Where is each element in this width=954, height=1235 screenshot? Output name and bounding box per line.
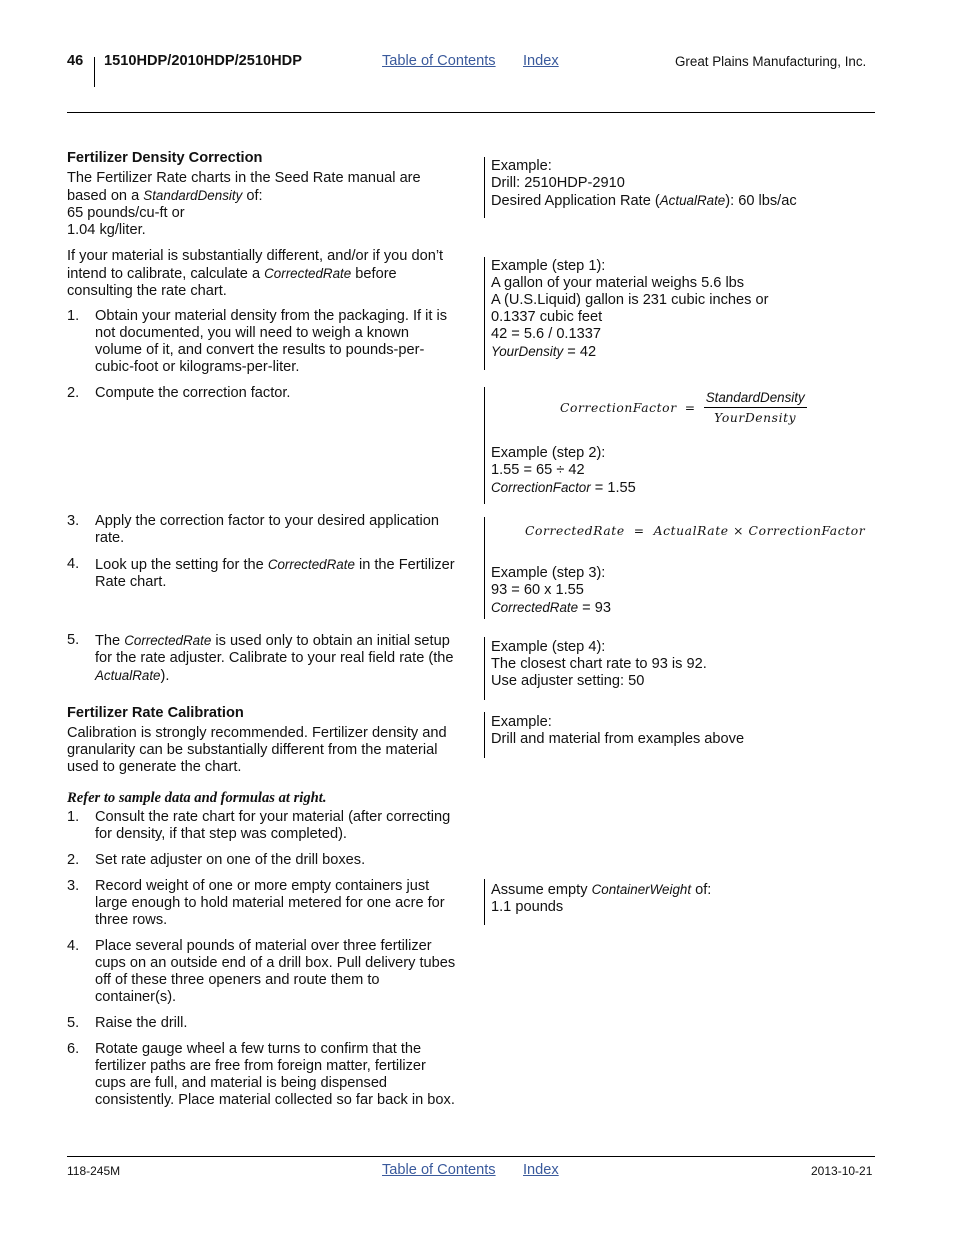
calibration-step-5: 5. Raise the drill. (67, 1015, 188, 1031)
page-number: 46 (67, 53, 84, 69)
correction-factor-formula: CorrectionFactor = $\frac{\text{StandardDensity}}{\text{YourDensity}}$ (560, 390, 805, 425)
footer-index-link[interactable]: Index (523, 1162, 559, 1178)
calibration-heading: Fertilizer Rate Calibration (67, 705, 244, 721)
calibration-step-4: 4. Place several pounds of material over three fertilizer cups on an outside end of a drill box. Pull delivery tubes off of these three openers and route them to container(s). (67, 938, 456, 1005)
example-step4-box: Example (step 4): The closest chart rate to 93 is 92. Use adjuster setting: 50 (484, 637, 707, 700)
toc-link[interactable]: Table of Contents (382, 53, 496, 69)
header-rule (67, 112, 875, 113)
footer-rule (67, 1156, 875, 1157)
corrected-rate-formula: CorrectedRate = ActualRate × CorrectionFactor (525, 524, 866, 538)
density-heading: Fertilizer Density Correction (67, 150, 263, 166)
example-container-box: Assume empty ContainerWeight of: 1.1 pounds (484, 879, 711, 925)
density-step-1: 1. Obtain your material density from the packaging. If it is not documented, you will need to weigh a known volume of it, and convert the results to pounds-per-cubic-foot or kilograms-per-liter. (67, 308, 448, 375)
calibration-step-1: 1. Consult the rate chart for your material (after correcting for density, if that step was completed). (67, 809, 451, 842)
example-step1-box: Example (step 1): A gallon of your material weighs 5.6 lbs A (U.S.Liquid) gallon is 231 cubic inches or 0.1337 cubic feet 42 = 5.6 / 0.1337 YourDensity = 42 (484, 257, 768, 370)
example-drill-box: Example: Drill: 2510HDP-2910 Desired Application Rate (ActualRate): 60 lbs/ac (484, 157, 797, 218)
calibration-step-3: 3. Record weight of one or more empty containers just large enough to hold material metered for one acre for three rows. (67, 878, 445, 928)
density-step-3: 3. Apply the correction factor to your desired application rate. (67, 513, 439, 546)
density-step-4: 4. Look up the setting for the CorrectedRate in the Fertilizer Rate chart. (67, 556, 455, 590)
model-title: 1510HDP/2010HDP/2510HDP (104, 53, 302, 69)
example-step2-box: CorrectionFactor = $\frac{\text{StandardDensity}}{\text{YourDensity}}$ Example (step 2): 1.55 = 65 ÷ 42 CorrectionFactor = 1.55 (484, 387, 807, 504)
calibration-step-2: 2. Set rate adjuster on one of the drill boxes. (67, 852, 366, 868)
density-paragraph: If your material is substantially different, and/or if you don’t intend to calibrate, calculate a CorrectedRate before consulting the rate chart. (67, 248, 444, 299)
document-code: 118-245M (67, 1164, 121, 1178)
example-step3-box: CorrectedRate = ActualRate × CorrectionFactor Example (step 3): 93 = 60 x 1.55 CorrectedRate = 93 (484, 517, 865, 619)
calibration-step-6: 6. Rotate gauge wheel a few turns to confirm that the fertilizer paths are free from foreign matter, fertilizer cups are full, and material is being dispensed consistently. Place material collected so far back in box. (67, 1041, 455, 1108)
example-calibration-box: Example: Drill and material from examples above (484, 712, 744, 758)
footer-toc-link[interactable]: Table of Contents (382, 1162, 496, 1178)
calibration-paragraph: Calibration is strongly recommended. Fertilizer density and granularity can be substantially different from the material used to generate the chart. (67, 725, 447, 775)
density-step-5: 5. The CorrectedRate is used only to obtain an initial setup for the rate adjuster. Calibrate to your real field rate (the ActualRate). (67, 632, 454, 684)
calibration-note: Refer to sample data and formulas at right. (67, 790, 327, 806)
company-name: Great Plains Manufacturing, Inc. (675, 54, 867, 69)
density-intro: The Fertilizer Rate charts in the Seed Rate manual are based on a StandardDensity of: 65 pounds/cu-ft or 1.04 kg/liter. (67, 170, 421, 238)
index-link[interactable]: Index (523, 53, 559, 69)
document-date: 2013-10-21 (811, 1164, 873, 1178)
density-step-2: 2. Compute the correction factor. (67, 385, 291, 401)
header-divider (94, 57, 95, 87)
